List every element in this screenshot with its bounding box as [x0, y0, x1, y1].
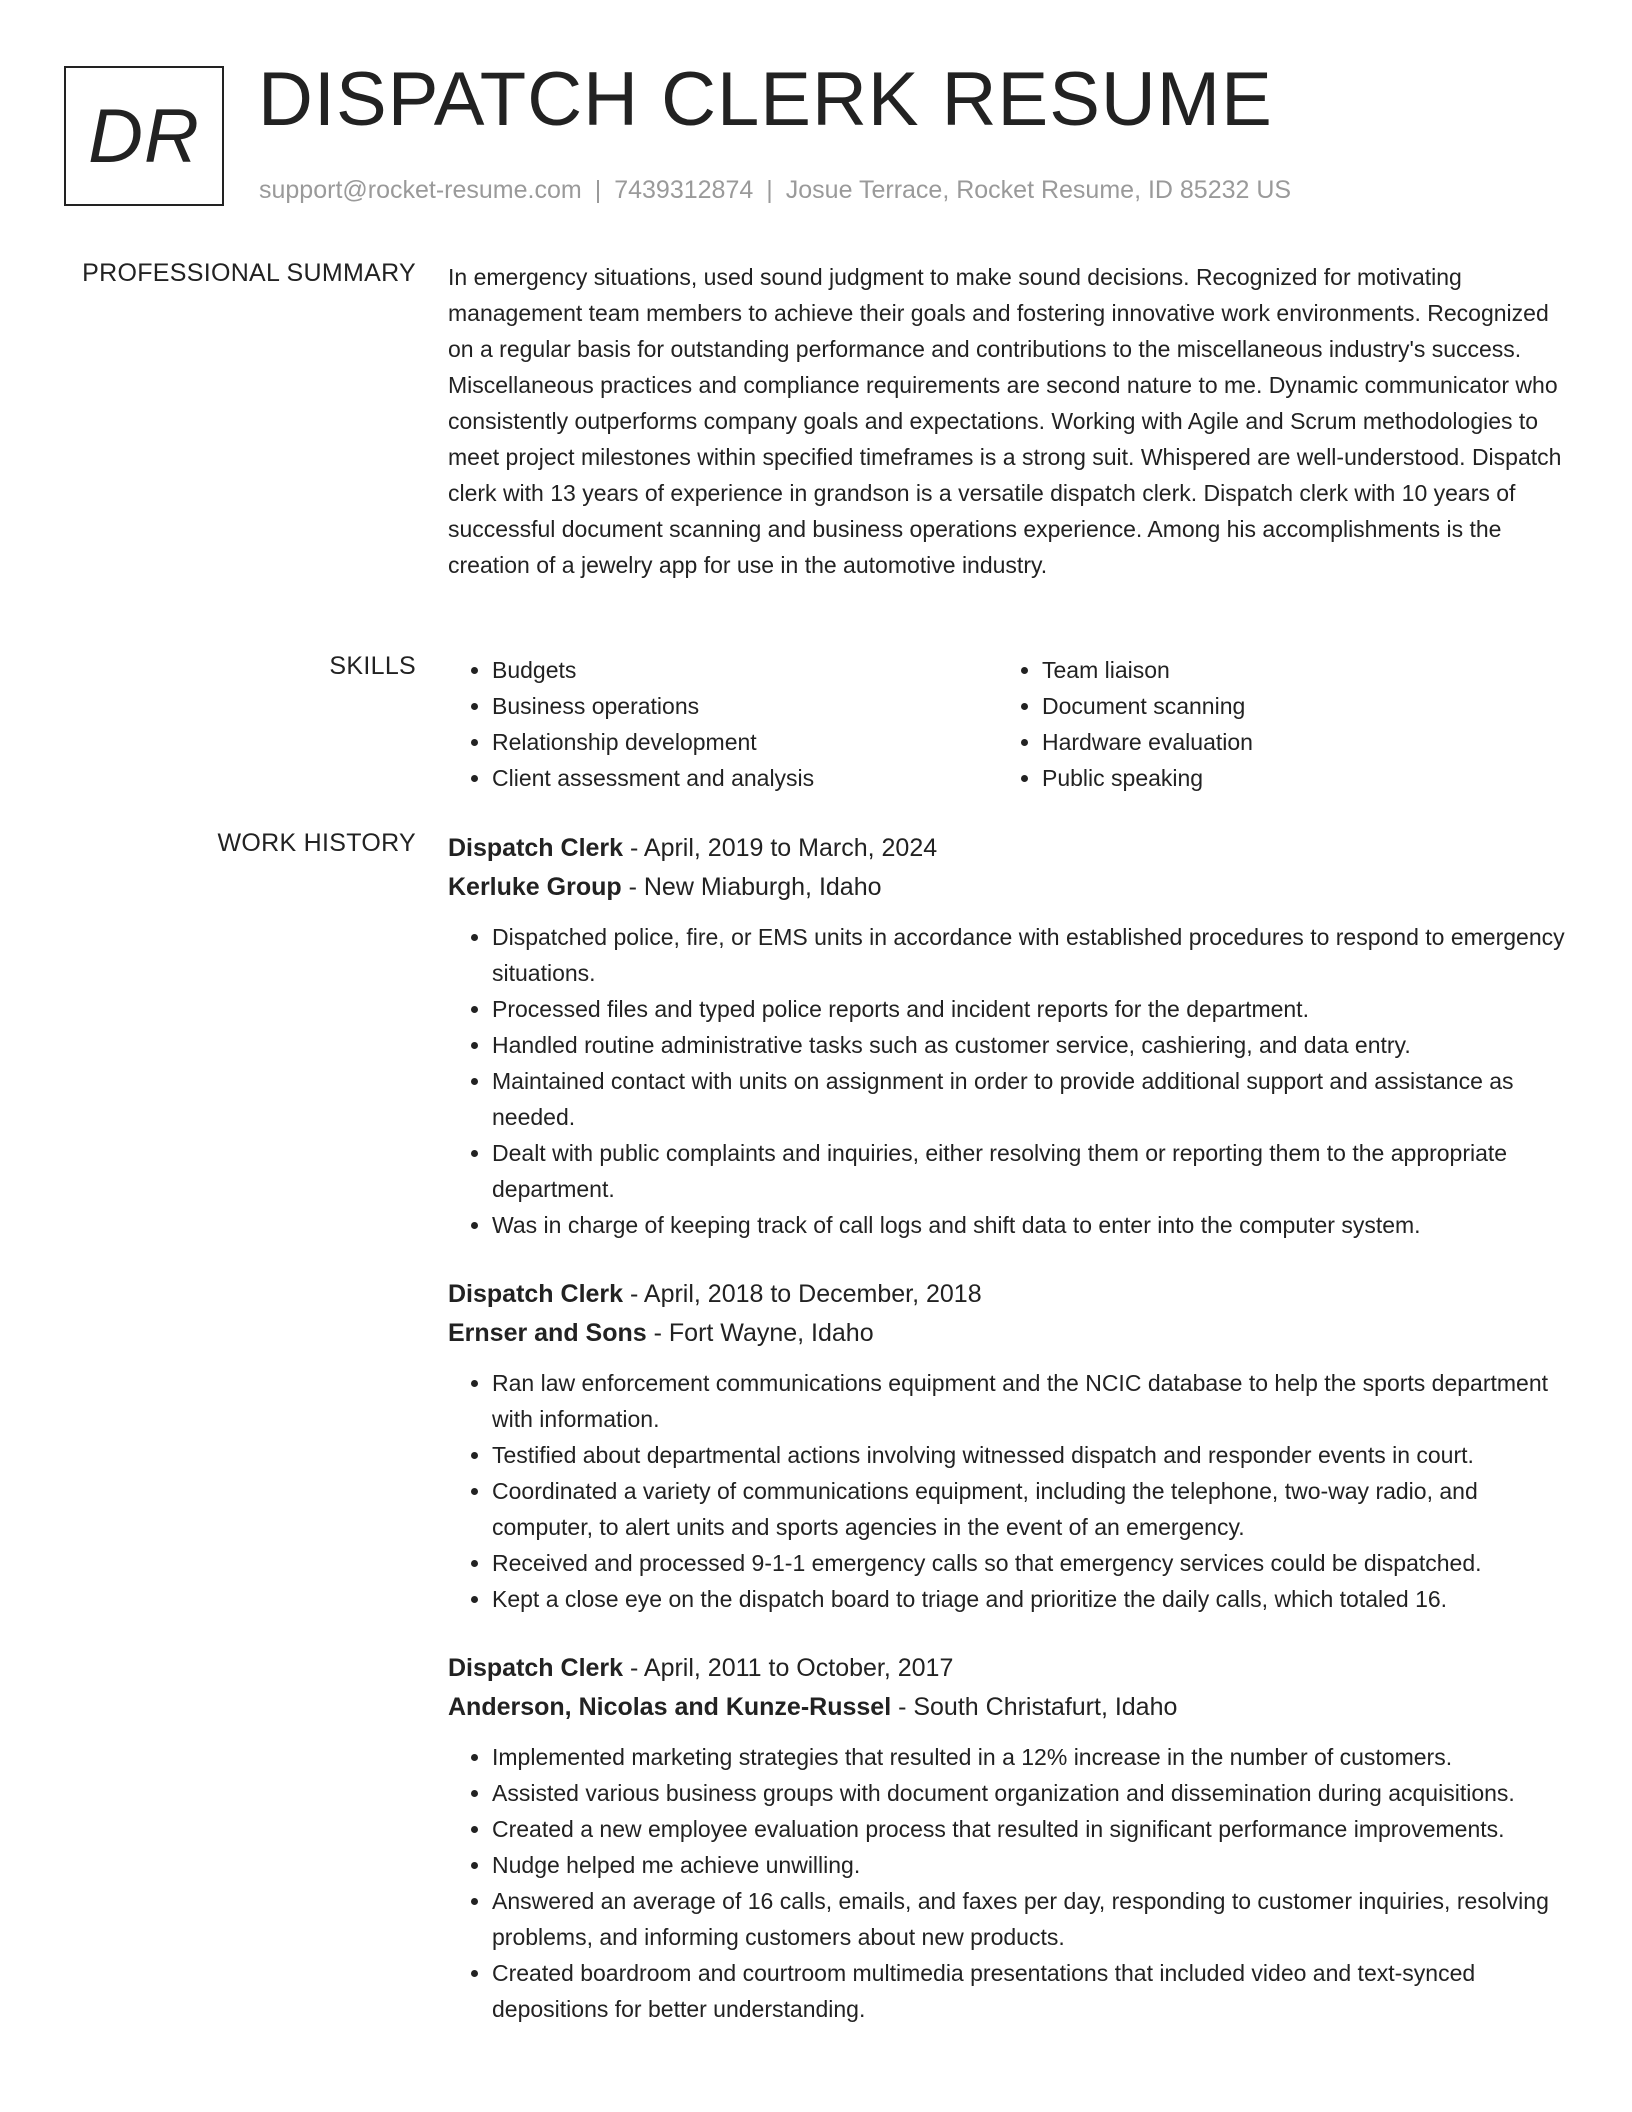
job-bullet: • Created a new employee evaluation process that resulted in significant performance improvements.	[492, 1811, 1568, 1847]
job-bullet: • Answered an average of 16 calls, emails, and faxes per day, responding to customer inquiries, resolving problems, and informing customers about new products.	[492, 1883, 1568, 1955]
job-bullet: • Processed files and typed police reports and incident reports for the department.	[492, 991, 1568, 1027]
initials-monogram	[64, 66, 224, 206]
contact-phone: 7439312874	[614, 176, 754, 204]
job-bullet: • Received and processed 9-1-1 emergency calls so that emergency services could be dispatched.	[492, 1545, 1568, 1581]
contact-separator: |	[594, 176, 602, 204]
job-bullet: • Assisted various business groups with document organization and dissemination during acquisitions.	[492, 1775, 1568, 1811]
job-bullet: • Coordinated a variety of communications equipment, including the telephone, two-way radio, and computer, to alert units and sports agencies in the event of an emergency.	[492, 1473, 1568, 1545]
job-company: Ernser and Sons	[448, 1319, 647, 1347]
job-bullets	[448, 1365, 1568, 1617]
job-company: Kerluke Group	[448, 873, 622, 901]
skills-list-left	[448, 652, 998, 796]
skill-item: • Team liaison	[1042, 652, 1548, 688]
job-company-line	[448, 1688, 1568, 1727]
job-title: Dispatch Clerk	[448, 1654, 624, 1682]
job-bullet: • Dealt with public complaints and inquiries, either resolving them or reporting them to the appropriate department.	[492, 1135, 1568, 1207]
job-location: - South Christafurt, Idaho	[891, 1693, 1178, 1721]
job-entry	[448, 1649, 1568, 2027]
skill-item: • Relationship development	[492, 724, 998, 760]
job-entry	[448, 1275, 1568, 1617]
skill-item: • Budgets	[492, 652, 998, 688]
job-entry	[448, 829, 1568, 1243]
job-bullet: • Kept a close eye on the dispatch board to triage and prioritize the daily calls, which totaled 16.	[492, 1581, 1568, 1617]
skill-item: • Business operations	[492, 688, 998, 724]
job-title: Dispatch Clerk	[448, 834, 624, 862]
job-bullet: • Dispatched police, fire, or EMS units in accordance with established procedures to respond to emergency situations.	[492, 919, 1568, 991]
contact-line	[259, 176, 1291, 205]
resume-title: DISPATCH CLERK RESUME	[258, 57, 1273, 142]
job-dates: - April, 2011 to October, 2017	[623, 1654, 954, 1682]
job-company-line	[448, 868, 1568, 907]
job-bullet: • Implemented marketing strategies that resulted in a 12% increase in the number of customers.	[492, 1739, 1568, 1775]
contact-separator: |	[766, 176, 773, 204]
job-bullet: • Nudge helped me achieve unwilling.	[492, 1847, 1568, 1883]
job-title-line	[448, 1275, 1568, 1314]
skill-item: • Public speaking	[1042, 760, 1548, 796]
job-bullet: • Handled routine administrative tasks such as customer service, cashiering, and data entry.	[492, 1027, 1568, 1063]
skill-item: • Client assessment and analysis	[492, 760, 998, 796]
job-bullet: • Maintained contact with units on assignment in order to provide additional support and assistance as needed.	[492, 1063, 1568, 1135]
skill-item: • Hardware evaluation	[1042, 724, 1548, 760]
work-history-heading: WORK HISTORY	[217, 829, 416, 857]
summary-text: In emergency situations, used sound judgment to make sound decisions. Recognized for motivating management team members to achieve their goals and fostering innovative work environments. Recognized on a regular basis for outstanding performance and contributions to the miscellaneous industry's success. Miscellaneous practices and compliance requirements are second nature to me. Dynamic communicator who consistently outperforms company goals and expectations. Working with Agile and Scrum methodologies to meet project milestones within specified timeframes is a strong suit. Whispered are well-understood. Dispatch clerk with 13 years of experience in grandson is a versatile dispatch clerk. Dispatch clerk with 10 years of successful document scanning and business operations experience. Among his accomplishments is the creation of a jewelry app for use in the automotive industry.	[448, 264, 1562, 578]
initials-text: DR	[88, 93, 200, 179]
job-bullets	[448, 919, 1568, 1243]
job-title-line	[448, 829, 1568, 868]
job-bullet: • Ran law enforcement communications equipment and the NCIC database to help the sports department with information.	[492, 1365, 1568, 1437]
job-bullets	[448, 1739, 1568, 2027]
job-company: Anderson, Nicolas and Kunze-Russel	[448, 1693, 892, 1721]
job-location: - Fort Wayne, Idaho	[646, 1319, 874, 1347]
contact-address: Josue Terrace, Rocket Resume, ID 85232 US	[785, 176, 1292, 204]
job-bullet: • Testified about departmental actions involving witnessed dispatch and responder events in court.	[492, 1437, 1568, 1473]
contact-email: support@rocket-resume.com	[259, 176, 582, 204]
skills-heading: SKILLS	[329, 652, 416, 680]
job-bullet: • Created boardroom and courtroom multimedia presentations that included video and text-synced depositions for better understanding.	[492, 1955, 1568, 2027]
job-dates: - April, 2018 to December, 2018	[623, 1280, 982, 1308]
job-title-line	[448, 1649, 1568, 1688]
skill-item: • Document scanning	[1042, 688, 1548, 724]
job-company-line	[448, 1314, 1568, 1353]
summary-heading: PROFESSIONAL SUMMARY	[82, 259, 416, 287]
job-location: - New Miaburgh, Idaho	[621, 873, 882, 901]
job-bullet: • Was in charge of keeping track of call logs and shift data to enter into the computer system.	[492, 1207, 1568, 1243]
job-dates: - April, 2019 to March, 2024	[623, 834, 938, 862]
skills-list-right	[998, 652, 1548, 796]
job-title: Dispatch Clerk	[448, 1280, 624, 1308]
